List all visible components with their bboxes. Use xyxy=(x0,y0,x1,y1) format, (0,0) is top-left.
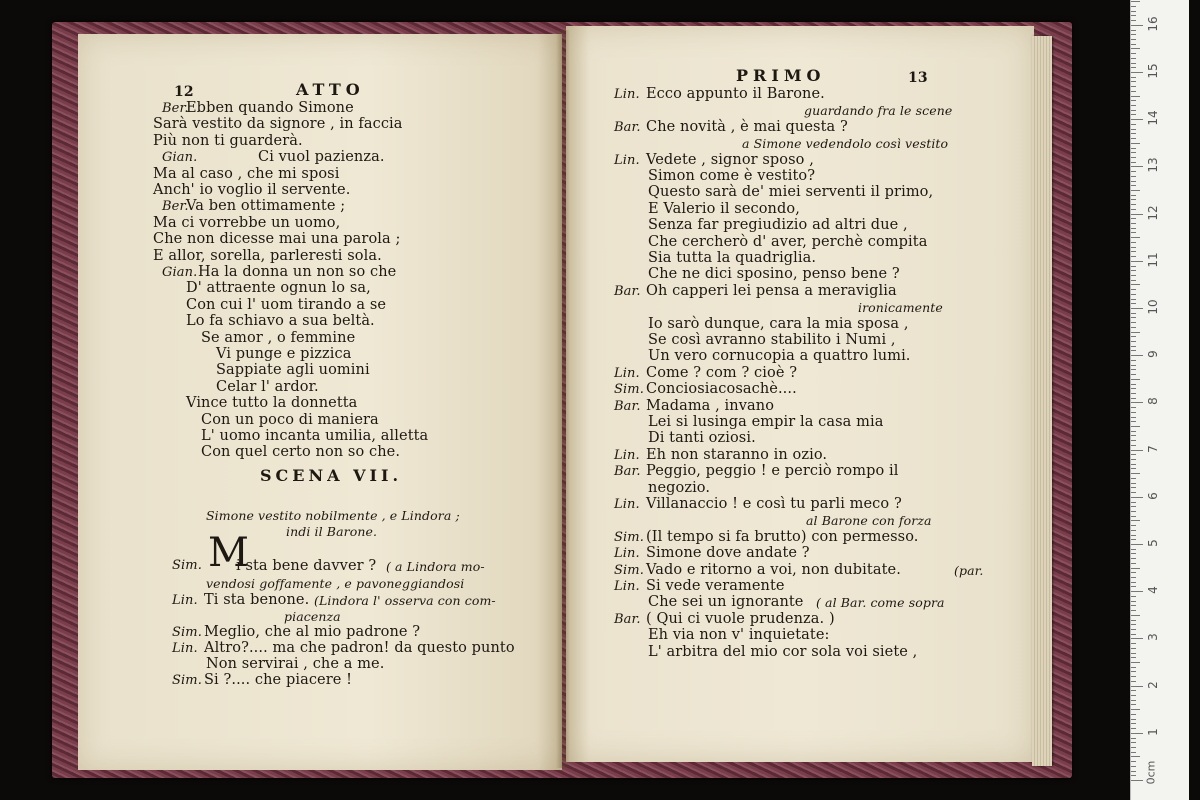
ruler-tick xyxy=(1131,148,1136,149)
verse-line: Ma ci vorrebbe un uomo, xyxy=(153,214,341,231)
ruler-tick xyxy=(1131,185,1136,186)
verse-line: Vi punge e pizzica xyxy=(216,346,352,362)
ruler-tick xyxy=(1131,369,1136,370)
ruler-tick xyxy=(1131,39,1136,40)
ruler-tick xyxy=(1131,440,1136,441)
verse-line: Che cercherò d' aver, perchè compita xyxy=(648,233,928,250)
verse-line: Che ne dici sposino, penso bene ? xyxy=(648,266,900,283)
ruler-tick xyxy=(1131,657,1136,658)
ruler-tick xyxy=(1131,756,1140,757)
speaker-name: Bar. xyxy=(614,398,641,414)
ruler-tick xyxy=(1131,303,1136,304)
verse-line: Simone dove andate ? xyxy=(646,545,810,562)
ruler-tick xyxy=(1131,671,1136,672)
ruler-tick xyxy=(1131,308,1143,309)
ruler-tick xyxy=(1131,553,1136,554)
ruler-number: 2 xyxy=(1146,680,1160,689)
verse-line: L' uomo incanta umilia, alletta xyxy=(201,428,429,444)
ruler-tick xyxy=(1131,752,1136,753)
ruler-tick xyxy=(1131,459,1136,460)
ruler-tick xyxy=(1131,346,1136,347)
ruler-tick xyxy=(1131,638,1143,639)
ruler-tick xyxy=(1131,77,1136,78)
verse-line: Che sei un ignorante xyxy=(648,594,804,611)
ruler-tick xyxy=(1131,421,1136,422)
verse-line: Questo sarà de' miei serventi il primo, xyxy=(648,184,934,201)
ruler-tick xyxy=(1131,704,1136,705)
speaker-name: Ber. xyxy=(162,199,189,215)
ruler-tick xyxy=(1131,332,1140,333)
ruler-tick xyxy=(1131,775,1136,776)
ruler-tick xyxy=(1131,237,1140,238)
ruler-tick xyxy=(1131,133,1136,134)
verse-line: Sia tutta la quadriglia. xyxy=(648,250,817,266)
ruler-tick xyxy=(1131,549,1136,550)
speaker-name: Bar. xyxy=(614,119,641,135)
ruler-tick xyxy=(1131,435,1136,436)
speaker-name: Lin. xyxy=(172,641,198,656)
ruler-tick xyxy=(1131,114,1136,115)
ruler-tick xyxy=(1131,586,1136,587)
speaker-name: Gian. xyxy=(162,265,198,280)
speaker-name: Sim. xyxy=(614,382,644,398)
verse-line: Simon come è vestito? xyxy=(648,168,816,184)
ruler-tick xyxy=(1131,431,1136,432)
ruler-tick xyxy=(1131,648,1136,649)
ruler-number: 10 xyxy=(1146,299,1160,315)
verse-line: Ma al caso , che mi sposi xyxy=(153,165,340,182)
ruler-number: 7 xyxy=(1146,444,1160,453)
ruler-tick xyxy=(1131,44,1136,45)
ruler-tick xyxy=(1131,91,1136,92)
stage-direction: al Barone con forza xyxy=(806,513,932,529)
speaker-name: Ber. xyxy=(162,101,189,116)
ruler-tick xyxy=(1131,110,1136,111)
ruler-tick xyxy=(1131,686,1143,687)
stage-direction: ironicamente xyxy=(858,300,943,316)
ruler-tick xyxy=(1131,322,1136,323)
ruler-unit-label: 0cm xyxy=(1144,760,1158,785)
dialogue-line: Altro?.... ma che padron! da questo punto xyxy=(204,640,515,656)
dialogue-line: Ti sta benone. xyxy=(204,592,310,608)
ruler-tick xyxy=(1131,228,1136,229)
ruler-tick xyxy=(1131,86,1136,87)
ruler-tick xyxy=(1131,100,1136,101)
ruler-tick xyxy=(1131,398,1136,399)
verse-line: Eh non staranno in ozio. xyxy=(646,446,828,463)
ruler-tick xyxy=(1131,676,1136,677)
ruler-tick xyxy=(1131,426,1140,427)
ruler-number: 12 xyxy=(1146,204,1160,221)
ruler-tick xyxy=(1131,577,1136,578)
stage-direction: indi il Barone. xyxy=(286,524,378,539)
dialogue-line: i sta bene davver ? xyxy=(236,558,377,574)
ruler-tick xyxy=(1131,667,1136,668)
ruler-tick xyxy=(1131,15,1136,16)
verse-line: Come ? com ? cioè ? xyxy=(646,364,798,381)
verse-line: Vince tutto la donnetta xyxy=(186,395,358,412)
ruler-tick xyxy=(1131,336,1136,337)
ruler-tick xyxy=(1131,171,1136,172)
ruler-tick xyxy=(1131,143,1140,144)
speaker-name: Lin. xyxy=(614,447,640,463)
verse-line: Ci vuol pazienza. xyxy=(258,149,385,166)
ruler-tick xyxy=(1131,379,1140,380)
ruler-tick xyxy=(1131,119,1143,120)
ruler-tick xyxy=(1131,506,1136,507)
ruler-tick xyxy=(1131,511,1136,512)
stage-direction: a Simone vedendolo così vestito xyxy=(742,136,949,152)
ruler-tick xyxy=(1131,610,1136,611)
ruler-tick xyxy=(1131,242,1136,243)
ruler-number: 9 xyxy=(1146,350,1160,359)
ruler-tick xyxy=(1131,714,1136,715)
page-number: 13 xyxy=(908,70,928,86)
ruler-tick xyxy=(1131,407,1136,408)
ruler-tick xyxy=(1131,624,1136,625)
ruler-tick xyxy=(1131,247,1136,248)
verse-line: Se così avranno stabilito i Numi , xyxy=(648,332,896,348)
ruler-tick xyxy=(1131,67,1136,68)
ruler-tick xyxy=(1131,176,1136,177)
ruler-tick xyxy=(1131,20,1136,21)
ruler-tick xyxy=(1131,558,1136,559)
ruler-tick xyxy=(1131,450,1143,451)
stage-direction: (par. xyxy=(954,562,984,578)
speaker-name: Bar. xyxy=(614,464,641,480)
verse-line: Peggio, peggio ! e perciò rompo il xyxy=(646,463,899,480)
ruler-tick xyxy=(1131,48,1140,49)
ruler-tick xyxy=(1131,162,1136,163)
ruler-tick xyxy=(1131,723,1136,724)
ruler-tick xyxy=(1131,568,1140,569)
ruler-tick xyxy=(1131,483,1136,484)
ruler-tick xyxy=(1131,341,1136,342)
ruler-number: 13 xyxy=(1146,157,1160,174)
speaker-name: Sim. xyxy=(172,625,202,640)
dialogue-line: Meglio, che al mio padrone ? xyxy=(204,624,421,640)
ruler-tick xyxy=(1131,81,1136,82)
ruler-number: 8 xyxy=(1146,397,1160,406)
ruler-tick xyxy=(1131,63,1136,64)
verse-line: Se amor , o femmine xyxy=(201,329,356,346)
scene-title: SCENA VII. xyxy=(260,466,403,485)
verse-line: Con un poco di maniera xyxy=(201,411,379,428)
verse-line: Che novità , è mai questa ? xyxy=(646,118,848,135)
ruler-tick xyxy=(1131,601,1136,602)
ruler-tick xyxy=(1131,530,1136,531)
ruler-tick xyxy=(1131,152,1136,153)
ruler-tick xyxy=(1131,11,1136,12)
ruler-tick xyxy=(1131,384,1136,385)
ruler-tick xyxy=(1131,487,1136,488)
ruler-number: 14 xyxy=(1146,110,1160,126)
ruler-tick xyxy=(1131,313,1136,314)
ruler-tick xyxy=(1131,280,1136,281)
ruler-tick xyxy=(1131,473,1140,474)
ruler-tick xyxy=(1131,771,1136,772)
running-header: PRIMO xyxy=(736,66,826,85)
verse-line: E allor, sorella, parleresti sola. xyxy=(153,247,382,264)
ruler-tick xyxy=(1131,72,1143,73)
speaker-name: Bar. xyxy=(614,283,641,299)
running-header: ATTO xyxy=(296,80,365,99)
verse-line: D' attraente ognun lo sa, xyxy=(186,280,371,297)
book-gutter xyxy=(556,30,570,768)
ruler-tick xyxy=(1131,733,1143,734)
verse-line: Celar l' ardor. xyxy=(216,378,319,395)
page-edges xyxy=(1032,36,1052,766)
ruler-tick xyxy=(1131,662,1140,663)
ruler-tick xyxy=(1131,700,1136,701)
ruler-tick xyxy=(1131,681,1136,682)
ruler-tick xyxy=(1131,289,1136,290)
ruler-tick xyxy=(1131,299,1136,300)
verse-line: (Il tempo si fa brutto) con permesso. xyxy=(646,528,919,545)
ruler-tick xyxy=(1131,327,1136,328)
stage-direction: (Lindora l' osserva con com- xyxy=(314,593,496,608)
ruler-tick xyxy=(1131,478,1136,479)
ruler-tick xyxy=(1131,199,1136,200)
verse-line: Eh via non v' inquietate: xyxy=(648,627,830,644)
ruler-tick xyxy=(1131,266,1136,267)
verse-line: Con quel certo non so che. xyxy=(201,444,401,461)
speaker-name: Sim. xyxy=(614,562,644,578)
verse-line: Anch' io voglio il servente. xyxy=(153,182,351,198)
ruler-tick xyxy=(1131,53,1136,54)
dialogue-line: Si ?.... che piacere ! xyxy=(204,672,353,688)
ruler-tick xyxy=(1131,709,1140,710)
ruler-tick xyxy=(1131,195,1136,196)
ruler-tick xyxy=(1131,190,1140,191)
ruler-tick xyxy=(1131,6,1136,7)
verse-line: E Valerio il secondo, xyxy=(648,200,800,217)
ruler-tick xyxy=(1131,728,1136,729)
ruler-tick xyxy=(1131,653,1136,654)
ruler-tick xyxy=(1131,355,1143,356)
ruler-tick xyxy=(1131,129,1136,130)
speaker-name: Lin. xyxy=(614,365,640,381)
ruler-tick xyxy=(1131,591,1143,592)
verse-line: Lo fa schiavo a sua beltà. xyxy=(186,313,375,330)
ruler-tick xyxy=(1131,572,1136,573)
page-number: 12 xyxy=(174,84,194,100)
ruler-tick xyxy=(1131,124,1136,125)
ruler-tick xyxy=(1131,261,1143,262)
ruler-number: 5 xyxy=(1146,539,1160,547)
ruler-tick xyxy=(1131,544,1143,545)
verse-line: negozio. xyxy=(648,479,711,496)
ruler-tick xyxy=(1131,582,1136,583)
ruler-number: 15 xyxy=(1146,63,1160,79)
verse-line: Ebben quando Simone xyxy=(186,100,354,116)
ruler-tick xyxy=(1131,596,1136,597)
verse-line: Lei si lusinga empir la casa mia xyxy=(648,414,884,430)
ruler-tick xyxy=(1131,251,1136,252)
ruler-tick xyxy=(1131,742,1136,743)
ruler-tick xyxy=(1131,157,1136,158)
stage-direction: ( a Lindora mo- xyxy=(386,559,485,574)
verse-line: Con cui l' uom tirando a se xyxy=(186,296,387,313)
ruler-number: 11 xyxy=(1146,252,1160,268)
ruler-tick xyxy=(1131,166,1143,167)
stage-direction: ( al Bar. come sopra xyxy=(816,595,945,611)
verse-line: Vado e ritorno a voi, non dubitate. xyxy=(646,561,901,578)
speaker-name: Lin. xyxy=(614,546,640,562)
ruler-tick xyxy=(1131,1,1140,2)
ruler-tick xyxy=(1131,294,1136,295)
speaker-name: Sim. xyxy=(614,529,644,545)
ruler-tick xyxy=(1131,204,1136,205)
verse-line: Che non dicesse mai una parola ; xyxy=(153,231,401,248)
ruler-tick xyxy=(1131,402,1143,403)
verse-line: Va ben ottimamente ; xyxy=(186,198,346,215)
ruler-tick xyxy=(1131,388,1136,389)
ruler-tick xyxy=(1131,275,1136,276)
ruler-tick xyxy=(1131,497,1143,498)
ruler-tick xyxy=(1131,270,1136,271)
ruler-tick xyxy=(1131,464,1136,465)
ruler-tick xyxy=(1131,539,1136,540)
ruler-tick xyxy=(1131,738,1136,739)
ruler-tick xyxy=(1131,780,1143,781)
ruler-number: 3 xyxy=(1146,633,1160,642)
ruler-tick xyxy=(1131,232,1136,233)
speaker-name: Lin. xyxy=(614,579,640,594)
measuring-ruler xyxy=(1130,0,1189,800)
ruler-tick xyxy=(1131,34,1136,35)
verse-line: Io sarò dunque, cara la mia sposa , xyxy=(648,315,909,332)
ruler-tick xyxy=(1131,563,1136,564)
speaker-name: Sim. xyxy=(172,558,202,573)
speaker-name: Lin. xyxy=(614,497,640,512)
ruler-tick xyxy=(1131,223,1136,224)
verse-line: Vedete , signor sposo , xyxy=(646,151,814,168)
ruler-tick xyxy=(1131,454,1136,455)
ruler-tick xyxy=(1131,218,1136,219)
ruler-tick xyxy=(1131,412,1136,413)
right-page xyxy=(566,26,1034,762)
verse-line: Ha la donna un non so che xyxy=(198,264,397,280)
ruler-tick xyxy=(1131,605,1136,606)
verse-line: Oh capperi lei pensa a meraviglia xyxy=(646,282,897,299)
speaker-name: Lin. xyxy=(614,87,640,102)
speaker-name: Lin. xyxy=(614,152,640,168)
verse-line: Di tanti oziosi. xyxy=(648,430,756,447)
ruler-tick xyxy=(1131,317,1136,318)
ruler-number: 6 xyxy=(1146,491,1160,500)
ruler-tick xyxy=(1131,374,1136,375)
dialogue-line: Non servirai , che a me. xyxy=(206,656,385,672)
ruler-tick xyxy=(1131,761,1136,762)
ruler-tick xyxy=(1131,445,1136,446)
stage-direction: piacenza xyxy=(284,609,341,624)
ruler-tick xyxy=(1131,256,1136,257)
ruler-tick xyxy=(1131,58,1136,59)
ruler-tick xyxy=(1131,360,1136,361)
verse-line: Sarà vestito da signore , in faccia xyxy=(153,116,403,133)
speaker-name: Sim. xyxy=(172,673,202,688)
ruler-tick xyxy=(1131,747,1136,748)
verse-line: Madama , invano xyxy=(646,397,775,414)
ruler-tick xyxy=(1131,502,1136,503)
ruler-tick xyxy=(1131,105,1136,106)
speaker-name: Bar. xyxy=(614,611,641,627)
verse-line: Conciosiacosachè.... xyxy=(646,381,797,398)
ruler-tick xyxy=(1131,634,1136,635)
ruler-tick xyxy=(1131,468,1136,469)
ruler-tick xyxy=(1131,350,1136,351)
ruler-tick xyxy=(1131,643,1136,644)
ruler-tick xyxy=(1131,492,1136,493)
stage-direction: Simone vestito nobilmente , e Lindora ; xyxy=(206,508,460,523)
ruler-tick xyxy=(1131,615,1140,616)
ruler-tick xyxy=(1131,393,1136,394)
left-page xyxy=(78,34,562,770)
ruler-tick xyxy=(1131,520,1140,521)
verse-line: Un vero cornucopia a quattro lumi. xyxy=(648,348,911,365)
ruler-tick xyxy=(1131,516,1136,517)
ruler-tick xyxy=(1131,25,1143,26)
ruler-tick xyxy=(1131,766,1136,767)
ruler-tick xyxy=(1131,365,1136,366)
ruler-tick xyxy=(1131,719,1136,720)
dropcap-letter: M xyxy=(208,530,250,576)
stage-direction: vendosi goffamente , e pavoneggiandosi xyxy=(206,576,465,591)
ruler-tick xyxy=(1131,96,1140,97)
verse-line: L' arbitra del mio cor sola voi siete , xyxy=(648,643,918,660)
ruler-tick xyxy=(1131,138,1136,139)
ruler-tick xyxy=(1131,525,1136,526)
stage-direction: guardando fra le scene xyxy=(804,103,953,119)
verse-line: ( Qui ci vuole prudenza. ) xyxy=(646,610,835,627)
ruler-tick xyxy=(1131,209,1136,210)
ruler-number: 4 xyxy=(1146,586,1160,595)
verse-line: Villanaccio ! e così tu parli meco ? xyxy=(646,496,902,512)
ruler-tick xyxy=(1131,535,1136,536)
ruler-number: 1 xyxy=(1146,727,1160,736)
speaker-name: Gian. xyxy=(162,150,198,166)
ruler-tick xyxy=(1131,181,1136,182)
verse-line: Ecco appunto il Barone. xyxy=(646,86,825,102)
verse-line: Senza far pregiudizio ad altri due , xyxy=(648,217,908,234)
ruler-tick xyxy=(1131,695,1136,696)
speaker-name: Lin. xyxy=(172,593,198,608)
ruler-tick xyxy=(1131,629,1136,630)
ruler-tick xyxy=(1131,214,1143,215)
verse-line: Più non ti guarderà. xyxy=(153,132,303,149)
verse-line: Si vede veramente xyxy=(646,578,785,594)
verse-line: Sappiate agli uomini xyxy=(216,362,370,379)
ruler-tick xyxy=(1131,30,1136,31)
ruler-tick xyxy=(1131,620,1136,621)
ruler-tick xyxy=(1131,417,1136,418)
ruler-tick xyxy=(1131,284,1140,285)
ruler-tick xyxy=(1131,690,1136,691)
ruler-number: 16 xyxy=(1146,16,1160,32)
